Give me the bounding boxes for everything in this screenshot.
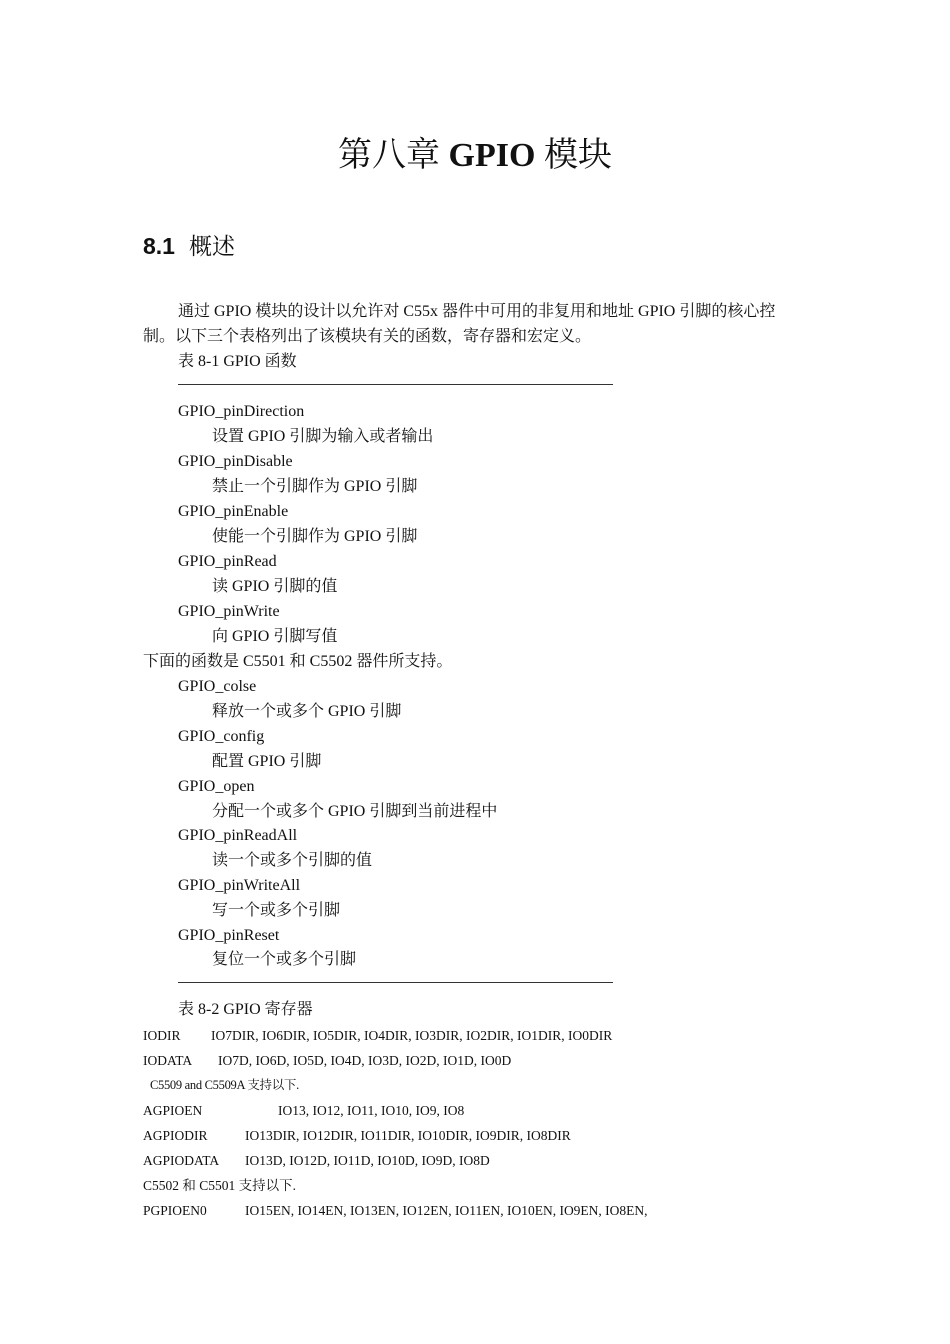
- register-bits: IO13D, IO12D, IO11D, IO10D, IO9D, IO8D: [245, 1153, 490, 1168]
- chapter-title-en: GPIO: [448, 137, 536, 174]
- table1-caption: 表 8-1 GPIO 函数: [178, 353, 297, 370]
- function-name: GPIO_open: [178, 778, 255, 795]
- function-desc: 读一个或多个引脚的值: [212, 852, 373, 869]
- function-name: GPIO_pinDisable: [178, 453, 293, 470]
- function-desc: 释放一个或多个 GPIO 引脚: [212, 703, 402, 720]
- register-note: C5502 和 C5501 支持以下.: [143, 1178, 297, 1193]
- register-note: C5509 and C5509A 支持以下.: [150, 1078, 299, 1092]
- register-name: AGPIODIR: [143, 1128, 208, 1143]
- function-desc: 向 GPIO 引脚写值: [212, 628, 338, 645]
- table1-bottom-rule: [178, 982, 613, 983]
- function-name: GPIO_pinWrite: [178, 603, 280, 620]
- function-desc: 读 GPIO 引脚的值: [212, 578, 338, 595]
- register-name: AGPIODATA: [143, 1153, 220, 1168]
- register-bits: IO15EN, IO14EN, IO13EN, IO12EN, IO11EN, IO10EN, IO9EN, IO8EN,: [245, 1203, 648, 1218]
- function-desc: 禁止一个引脚作为 GPIO 引脚: [212, 478, 418, 495]
- function-name: GPIO_pinWriteAll: [178, 877, 301, 894]
- register-name: PGPIOEN0: [143, 1203, 207, 1218]
- function-desc: 分配一个或多个 GPIO 引脚到当前进程中: [212, 803, 498, 820]
- function-name: GPIO_pinReadAll: [178, 827, 298, 844]
- function-name: GPIO_pinReset: [178, 927, 280, 944]
- register-name: IODATA: [143, 1053, 193, 1068]
- function-desc: 设置 GPIO 引脚为输入或者输出: [212, 428, 434, 445]
- section-name: 概述: [188, 234, 235, 259]
- chapter-title-cn: 第八章: [338, 137, 441, 174]
- function-name: GPIO_pinEnable: [178, 503, 289, 520]
- function-name: GPIO_config: [178, 728, 265, 745]
- section-number: 8.1: [143, 233, 175, 259]
- table1-note: 下面的函数是 C5501 和 C5502 器件所支持。: [143, 653, 453, 670]
- chapter-title-cn-2: 模块: [543, 137, 612, 174]
- register-name: IODIR: [143, 1028, 181, 1043]
- table2-caption: 表 8-2 GPIO 寄存器: [178, 1001, 313, 1018]
- function-desc: 使能一个引脚作为 GPIO 引脚: [212, 528, 418, 545]
- chapter-title: [0, 132, 950, 180]
- function-desc: 写一个或多个引脚: [212, 902, 341, 919]
- function-name: GPIO_colse: [178, 678, 257, 695]
- section-heading: [143, 228, 235, 265]
- function-desc: 复位一个或多个引脚: [212, 951, 357, 968]
- register-bits: IO13, IO12, IO11, IO10, IO9, IO8: [278, 1103, 465, 1118]
- function-name: GPIO_pinRead: [178, 553, 277, 570]
- register-name: AGPIOEN: [143, 1103, 203, 1118]
- register-bits: IO13DIR, IO12DIR, IO11DIR, IO10DIR, IO9DIR, IO8DIR: [245, 1128, 571, 1143]
- function-desc: 配置 GPIO 引脚: [212, 753, 322, 770]
- intro-line-1: 通过 GPIO 模块的设计以允许对 C55x 器件中可用的非复用和地址 GPIO 引脚的核心控: [178, 303, 776, 320]
- function-name: GPIO_pinDirection: [178, 403, 305, 420]
- table1-top-rule: [178, 384, 613, 385]
- register-bits: IO7DIR, IO6DIR, IO5DIR, IO4DIR, IO3DIR, IO2DIR, IO1DIR, IO0DIR: [211, 1028, 613, 1043]
- register-bits: IO7D, IO6D, IO5D, IO4D, IO3D, IO2D, IO1D, IO0D: [218, 1053, 512, 1068]
- intro-line-2: 制。以下三个表格列出了该模块有关的函数，寄存器和宏定义。: [143, 328, 592, 345]
